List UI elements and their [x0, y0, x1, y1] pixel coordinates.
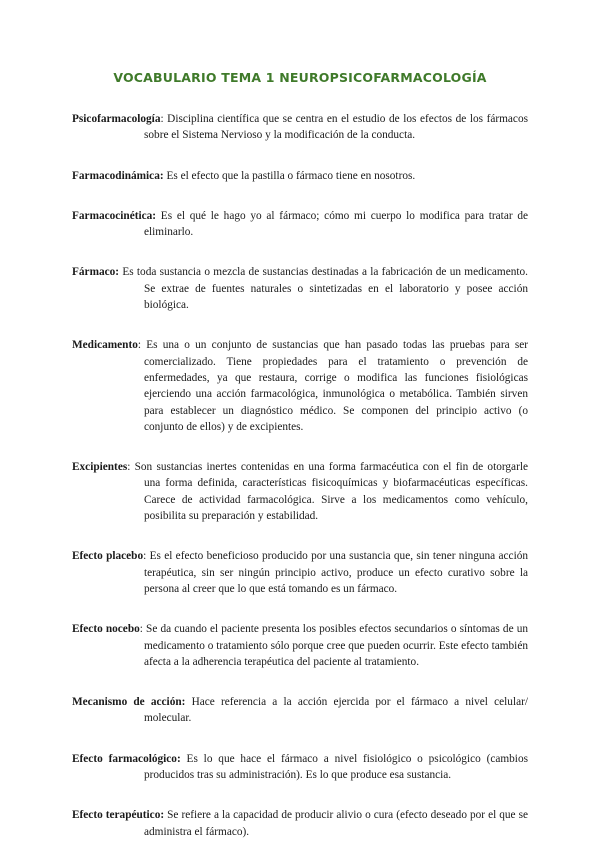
entry-efecto-farmacologico: [72, 751, 528, 784]
entry-term: Fármaco:: [72, 266, 120, 279]
entry-definition: Es toda sustancia o mezcla de sustancias destinadas a la fabricación de un medicamento. Se extrae de fuentes naturales o sintetizadas en el laboratorio y posee acción biológica.: [119, 266, 528, 312]
entry-definition: Es el qué le hago yo al fármaco; cómo mi cuerpo lo modifica para tratar de eliminarlo.: [144, 209, 528, 239]
entry-mecanismo-de-accion: [72, 694, 528, 727]
entry-medicamento: [72, 337, 528, 435]
entry-definition: Se refiere a la capacidad de producir alivio o cura (efecto deseado por el que se administra el fármaco).: [144, 809, 528, 838]
entry-term: Efecto farmacológico:: [72, 752, 181, 765]
entry-term: Efecto terapéutico:: [72, 809, 165, 822]
entry-term: Farmacocinética:: [72, 209, 157, 222]
entry-definition: : Se da cuando el paciente presenta los posibles efectos secundarios o síntomas de un medicamento o tratamiento sólo porque cree que pueden ocurrir. Este efecto también afecta a la adherencia terapéutica del paciente al tratamiento.: [139, 623, 529, 668]
entry-term: Mecanismo de acción:: [72, 696, 186, 709]
entry-psicofarmacologia: [72, 111, 528, 144]
entry-efecto-terapeutico: [72, 807, 528, 840]
entry-definition: Es lo que hace el fármaco a nivel fisiológico o psicológico (cambios producidos tras su administración). Es lo que produce esa sustancia.: [144, 752, 528, 782]
entry-farmacocinetica: [72, 208, 528, 241]
entry-definition: : Son sustancias inertes contenidas en una forma farmacéutica con el fin de otorgarle una forma definida, características fisicoquímicas y biofarmacéuticas específicas. Carece de actividad farmacológica. Sirve a los medicamentos como vehículo, posibilita su preparación y estabilidad.: [127, 461, 528, 523]
entry-term: Efecto placebo: [72, 550, 144, 563]
entry-term: Efecto nocebo: [72, 623, 140, 636]
entry-definition: : Es una o un conjunto de sustancias que han pasado todas las pruebas para ser comercializado. Tiene propiedades para el tratamiento o prevención de enfermedades, ya que restaura, corrige o modifica las funciones fisiológicas ejerciendo una acción farmacológica, inmunológica o metabólica. También sirven para establecer un diagnóstico médico. Se componen del principio activo (o conjunto de ellos) y de excipientes.: [137, 339, 528, 433]
entry-term: Medicamento: [72, 339, 138, 352]
document-title: VOCABULARIO TEMA 1 NEUROPSICOFARMACOLOGÍA: [113, 70, 487, 85]
entry-efecto-placebo: [72, 548, 528, 597]
entry-term: Farmacodinámica:: [72, 169, 164, 182]
entry-term: Excipientes: [72, 461, 128, 474]
entry-definition: Es el efecto que la pastilla o fármaco tiene en nosotros.: [163, 169, 416, 182]
entry-excipientes: [72, 459, 528, 524]
entry-farmacodinamica: [72, 168, 528, 184]
entry-definition: Hace referencia a la acción ejercida por el fármaco a nivel celular/ molecular.: [144, 696, 528, 725]
entry-term: Psicofarmacología: [72, 113, 161, 125]
entry-farmaco: [72, 264, 528, 313]
entry-definition: : Disciplina científica que se centra en el estudio de los efectos de los fármacos sobre el Sistema Nervioso y la modificación de la conducta.: [144, 113, 528, 142]
entry-definition: : Es el efecto beneficioso producido por una sustancia que, sin tener ninguna acción terapéutica, sin ser ningún principio activo, produce un efecto curativo sobre la persona al creer que lo que está tomando es un fármaco.: [143, 550, 529, 595]
entry-efecto-nocebo: [72, 621, 528, 670]
